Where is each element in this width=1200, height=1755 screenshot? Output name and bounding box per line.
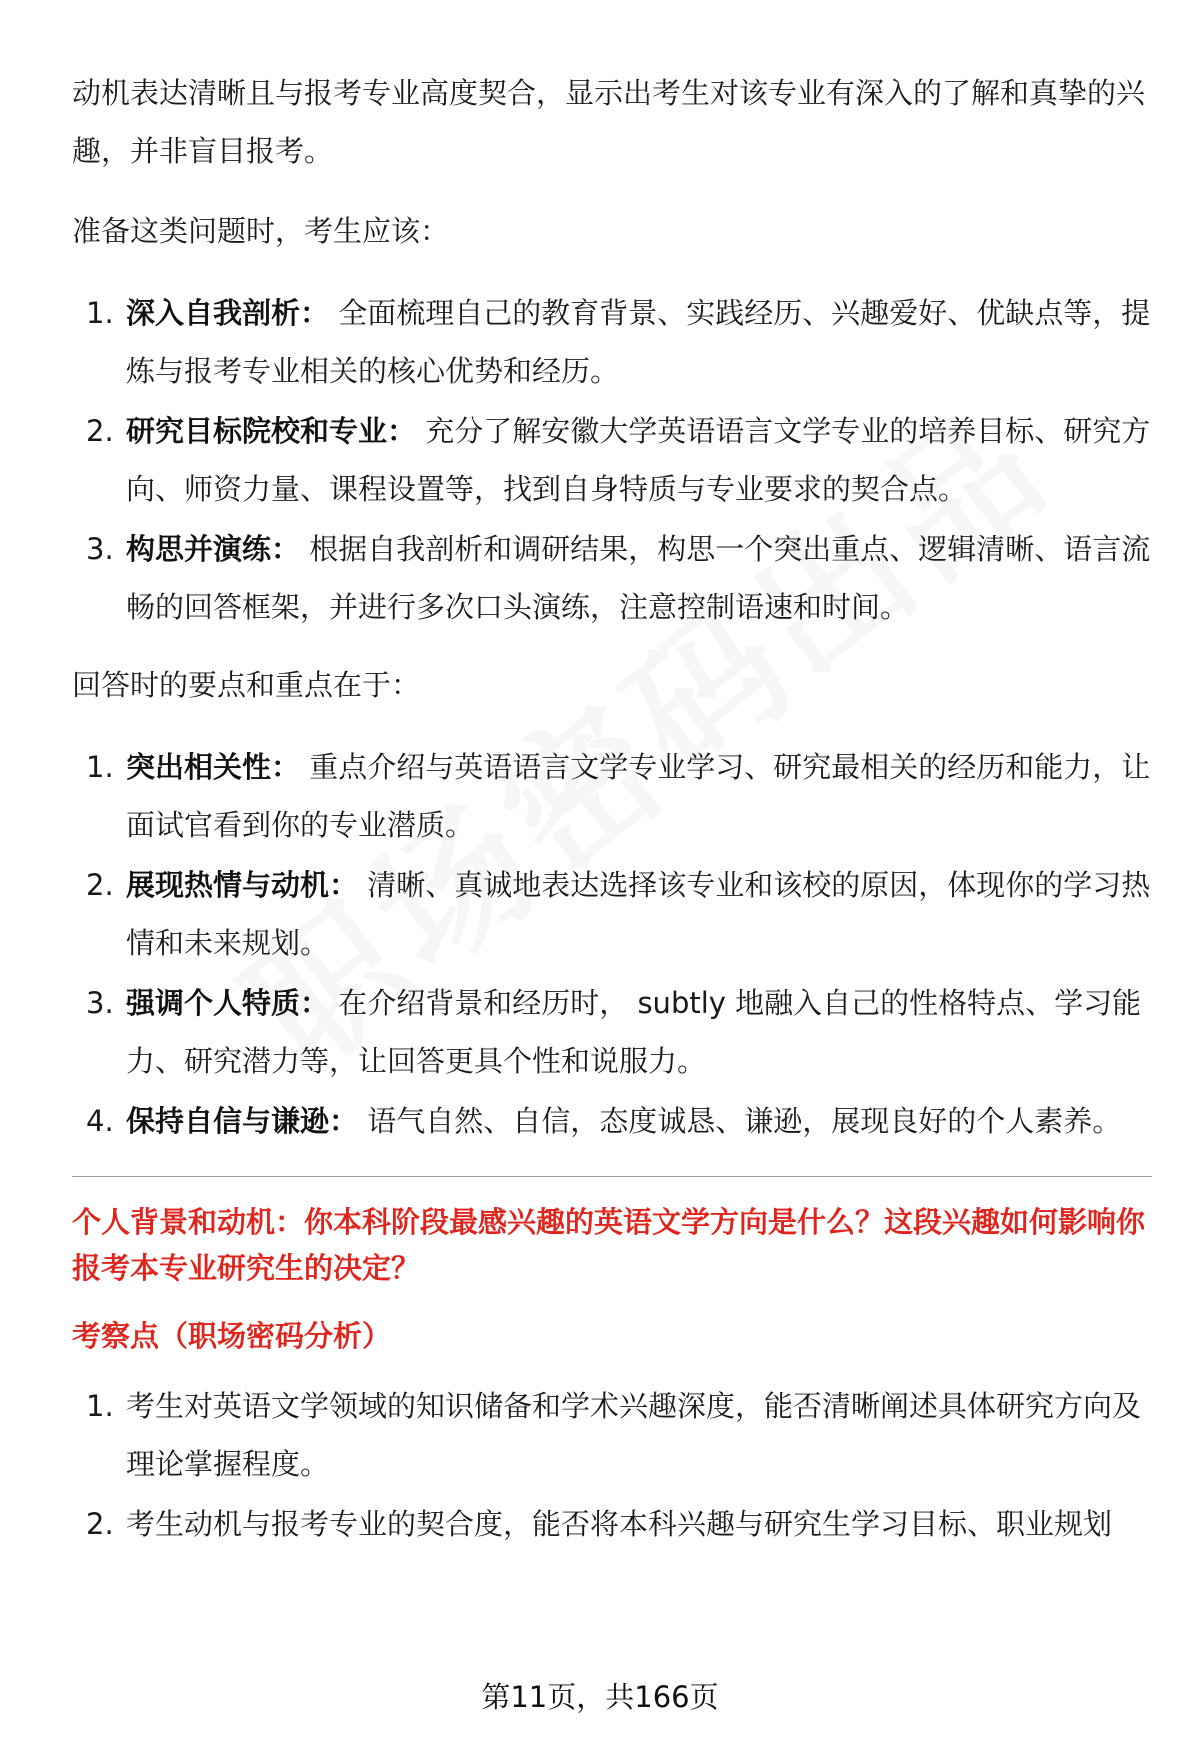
list-number: 2. (86, 1507, 114, 1541)
list-item-title: 强调个人特质： (126, 986, 330, 1020)
list-number: 2. (86, 414, 114, 448)
list-number: 2. (86, 868, 114, 902)
list-item-text: 根据自我剖析和调研结果，构思一个突出重点、逻辑清晰、语言流畅的回答框架，并进行多次口头演练，注意控制语速和时间。 (126, 532, 1151, 624)
list-item-text: 全面梳理自己的教育背景、实践经历、兴趣爱好、优缺点等，提炼与报考专业相关的核心优势和经历。 (126, 296, 1151, 388)
list-item (72, 520, 1152, 636)
question-title: 个人背景和动机：你本科阶段最感兴趣的英语文学方向是什么？这段兴趣如何影响你报考本专业研究生的决定？ (72, 1205, 1146, 1285)
list-item-title: 保持自信与谦逊： (126, 1104, 359, 1138)
list-item-title: 研究目标院校和专业： (126, 414, 417, 448)
question-points-list (72, 1377, 1152, 1553)
list-number: 4. (86, 1104, 114, 1138)
list-item-text: 考生对英语文学领域的知识储备和学术兴趣深度，能否清晰阐述具体研究方向及理论掌握程度。 (126, 1389, 1142, 1481)
question-subheading: 考察点（职场密码分析） (72, 1319, 392, 1353)
list-number: 1. (86, 750, 114, 784)
list-item (72, 402, 1152, 518)
list-item (72, 1377, 1152, 1493)
list-item-text: 清晰、真诚地表达选择该专业和该校的原因，体现你的学习热情和未来规划。 (126, 868, 1151, 960)
list-number: 1. (86, 296, 114, 330)
prepare-heading: 准备这类问题时，考生应该： (72, 214, 450, 248)
intro-paragraph: 动机表达清晰且与报考专业高度契合，显示出考生对该专业有深入的了解和真挚的兴趣，并非盲目报考。 (72, 76, 1146, 168)
list-item (72, 1092, 1152, 1150)
page-number: 第11页，共166页 (481, 1680, 719, 1714)
list-item-text: 考生动机与报考专业的契合度，能否将本科兴趣与研究生学习目标、职业规划 (126, 1507, 1113, 1541)
list-item (72, 1495, 1152, 1553)
list-item-title: 深入自我剖析： (126, 296, 330, 330)
list-item-title: 展现热情与动机： (126, 868, 359, 902)
list-number: 3. (86, 986, 114, 1020)
list-item (72, 974, 1152, 1090)
list-item (72, 284, 1152, 400)
list-number: 3. (86, 532, 114, 566)
document-page (72, 64, 1152, 1555)
prepare-list (72, 284, 1152, 636)
list-item-text: 语气自然、自信，态度诚恳、谦逊，展现良好的个人素养。 (367, 1104, 1122, 1138)
list-item-text: 充分了解安徽大学英语语言文学专业的培养目标、研究方向、师资力量、课程设置等，找到自身特质与专业要求的契合点。 (126, 414, 1151, 506)
answer-list (72, 738, 1152, 1150)
list-item-title: 突出相关性： (126, 750, 301, 784)
answer-heading: 回答时的要点和重点在于： (72, 668, 421, 702)
list-item (72, 856, 1152, 972)
list-item (72, 738, 1152, 854)
list-item-text: 重点介绍与英语语言文学专业学习、研究最相关的经历和能力，让面试官看到你的专业潜质。 (126, 750, 1151, 842)
list-number: 1. (86, 1389, 114, 1423)
list-item-text: 在介绍背景和经历时， subtly 地融入自己的性格特点、学习能力、研究潜力等，让回答更具个性和说服力。 (126, 986, 1142, 1078)
section-divider (72, 1176, 1152, 1177)
list-item-title: 构思并演练： (126, 532, 301, 566)
